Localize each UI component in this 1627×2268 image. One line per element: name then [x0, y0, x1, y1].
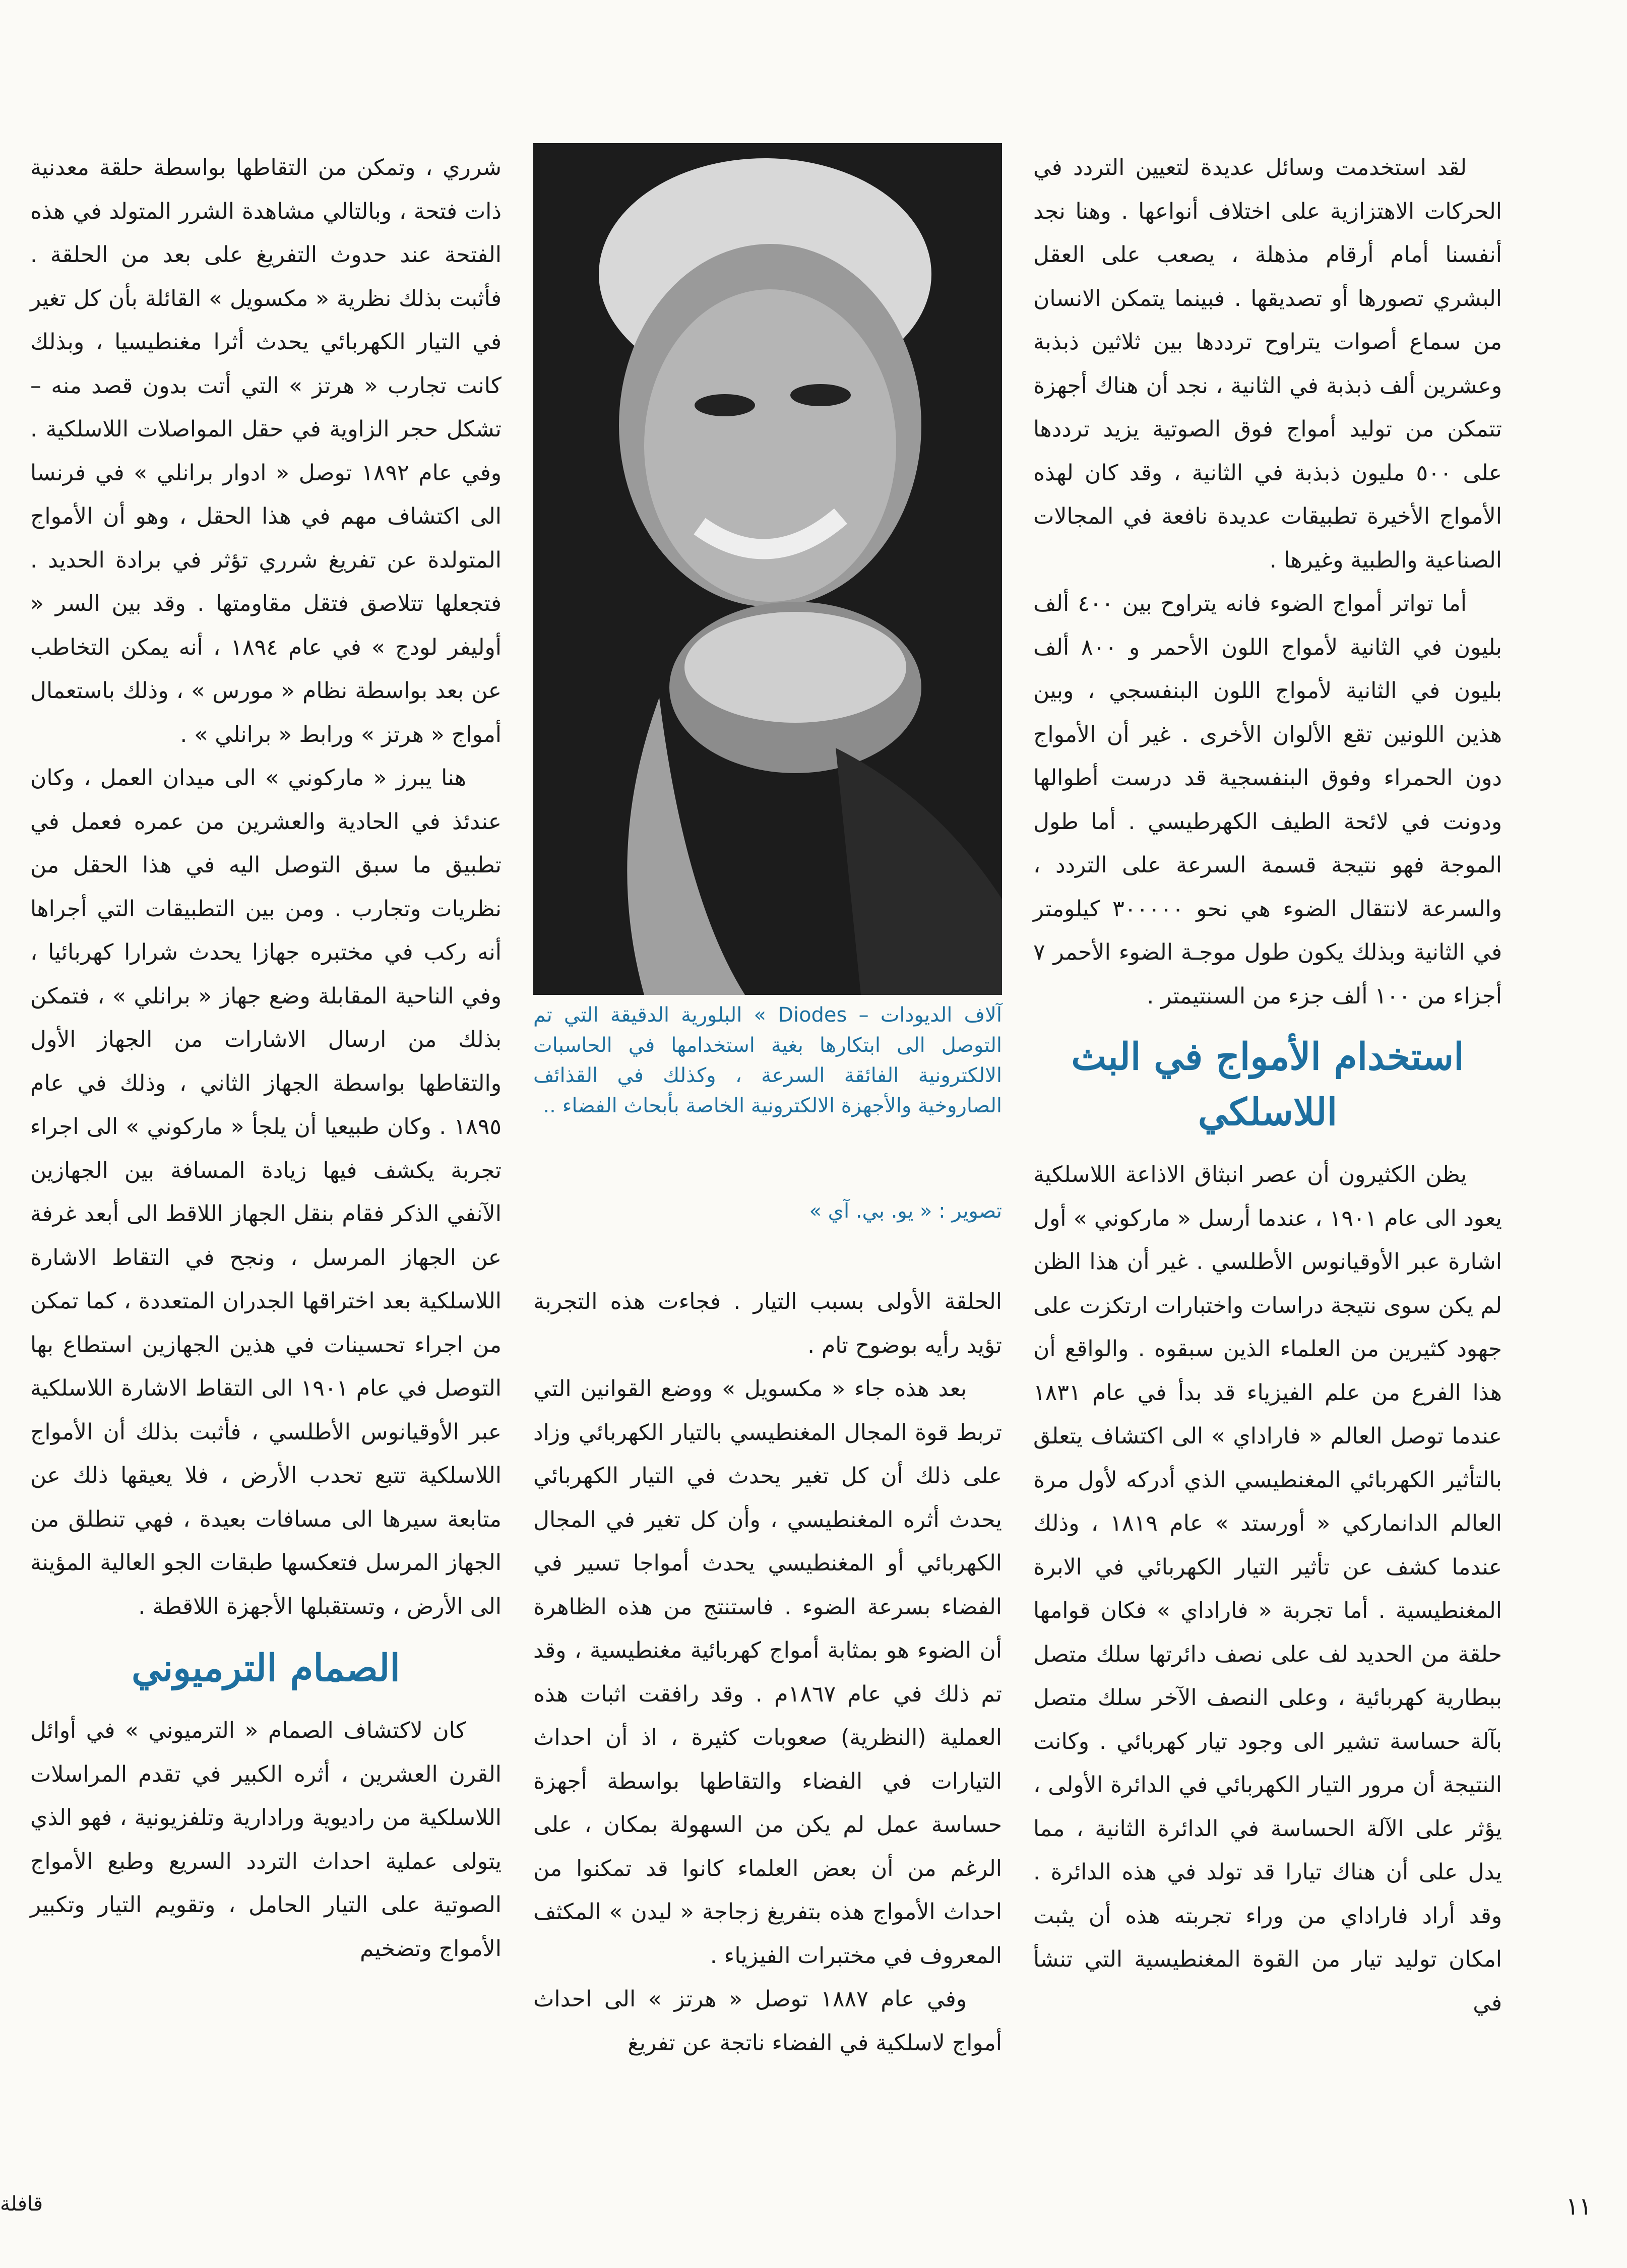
paragraph: بعد هذه جاء « مكسويل » ووضع القوانين التي تربط قوة المجال المغنطيسي بالتيار الكهربائي وزاد على ذلك أن كل تغير يحدث في التيار الكهربائي يحدث أثره المغنطيسي ، وأن كل تغير في المجال الكهربائي أو المغنطيسي يحدث أمواجا تسير في الفضاء بسرعة الضوء . فاستنتج من هذه الظاهرة أن الضوء هو بمثابة أمواج كهربائية مغنطيسية ، وقد تم ذلك في عام ١٨٦٧م . وقد رافقت اثبات هذه العملية (النظرية) صعوبات كثيرة ، اذ أن احداث التيارات في الفضاء والتقاطها بواسطة أجهزة حساسة عمل لم يكن من السهولة بمكان ، على الرغم من أن بعض العلماء كانوا قد تمكنوا من احداث الأمواج هذه بتفريغ زجاجة « ليدن » المكثف المعروف في مختبرات الفيزياء . [533, 1376, 1002, 1969]
paragraph: كان لاكتشاف الصمام « الترميوني » في أوائل القرن العشرين ، أثره الكبير في تقدم المراسلات اللاسلكية من راديوية ورادارية وتلفزيونية ، فهو الذي يتولى عملية احداث التردد السريع وطبع الأمواج الصوتية على التيار الحامل ، وتقويم التيار وتكبير الأمواج وتضخيم [30, 1718, 502, 1962]
photo-credit: تصوير : « يو. بي. آي » [809, 1200, 1002, 1223]
column-middle [533, 1280, 1002, 2065]
paragraph: لقد استخدمت وسائل عديدة لتعيين التردد في الحركات الاهتزازية على اختلاف أنواعها . وهنا نجد أنفسنا أمام أرقام مذهلة ، يصعب على العقل البشري تصورها أو تصديقها . فبينما يتمكن الانسان من سماع أصوات يتراوح ترددها بين ثلاثين ذبذبة وعشرين ألف ذبذبة في الثانية ، نجد أن هناك أجهزة تتمكن من توليد أمواج فوق الصوتية يزيد ترددها على ٥٠٠ مليون ذبذبة في الثانية ، وقد كان لهذه الأمواج الأخيرة تطبيقات عديدة نافعة في المجالات الصناعية والطبية وغيرها . [1033, 155, 1502, 573]
section-heading: الصمام الترميوني [132, 1647, 400, 1690]
paragraph: شرري ، وتمكن من التقاطها بواسطة حلقة معدنية ذات فتحة ، وبالتالي مشاهدة الشرر المتولد في هذه الفتحة عند حدوث التفريغ على بعد من الحلقة . فأثبت بذلك نظرية « مكسويل » القائلة بأن كل تغير في التيار الكهربائي يحدث أثرا مغنطيسيا ، وبذلك كانت تجارب « هرتز » التي أتت بدون قصد منه – تشكل حجر الزاوية في حقل المواصلات اللاسلكية . وفي عام ١٨٩٢ توصل « ادوار برانلي » في فرنسا الى اكتشاف مهم في هذا الحقل ، وهو أن الأمواج المتولدة عن تفريغ شرري تؤثر في برادة الحديد . فتجعلها تتلاصق فتقل مقاومتها . وقد بين السر « أوليفر لودج » في عام ١٨٩٤ ، أنه يمكن التخاطب عن بعد بواسطة نظام « مورس » ، وذلك باستعمال أمواج « هرتز » ورابط « برانلي » . [30, 155, 502, 747]
paragraph: أما تواتر أمواج الضوء فانه يتراوح بين ٤٠٠ ألف بليون في الثانية لأمواج اللون الأحمر و ٨٠٠ ألف بليون في الثانية لأمواج اللون البنفسجي ، وبين هذين اللونين تقع الألوان الأخرى . غير أن الأمواج دون الحمراء وفوق البنفسجية قد درست أطوالها ودونت في لائحة الطيف الكهرطيسي . أما طول الموجة فهو نتيجة قسمة السرعة على التردد ، والسرعة لانتقال الضوء هي نحو ٣٠٠٠٠٠ كيلومتر في الثانية وبذلك يكون طول موجـة الضوء الأحمر ٧ أجزاء من ١٠٠ ألف جزء من السنتيمتر . [1033, 591, 1502, 1009]
paragraph: هنا يبرز « ماركوني » الى ميدان العمل ، وكان عندئذ في الحادية والعشرين من عمره فعمل في تطبيق ما سبق التوصل اليه في هذا الحقل من نظريات وتجارب . ومن بين التطبيقات التي أجراها أنه ركب في مختبره جهازا يحدث شرارا كهربائيا ، وفي الناحية المقابلة وضع جهاز « برانلي » ، فتمكن بذلك من ارسال الاشارات من الجهاز الأول والتقاطها بواسطة الجهاز الثاني ، وذلك في عام ١٨٩٥ . وكان طبيعيا أن يلجأ « ماركوني » الى اجراء تجربة يكشف فيها زيادة المسافة بين الجهازين الآنفي الذكر فقام بنقل الجهاز اللاقط الى أبعد غرفة عن الجهاز المرسل ، ونجح في التقاط الاشارة اللاسلكية بعد اختراقها الجدران المتعددة ، كما تمكن من اجراء تحسينات في هذين الجهازين استطاع بها التوصل في عام ١٩٠١ الى التقاط الاشارة اللاسلكية عبر الأوقيانوس الأطلسي ، فأثبت بذلك أن الأمواج اللاسلكية تتبع تحدب الأرض ، فلا يعيقها ذلك عن متابعة سيرها الى مسافات بعيدة ، فهي تنطلق من الجهاز المرسل فتعكسها طبقات الجو العالية المؤينة الى الأرض ، وتستقبلها الأجهزة اللاقطة . [30, 765, 502, 1619]
paragraph: وفي عام ١٨٨٧ توصل « هرتز » الى احداث أمواج لاسلكية في الفضاء ناتجة عن تفريغ [533, 1986, 1002, 2056]
photo-woman-portrait [533, 143, 1002, 995]
page-number: ١١ [1566, 2192, 1592, 2221]
paragraph: الحلقة الأولى بسبب التيار . فجاءت هذه التجربة تؤيد رأيه بوضوح تام . [533, 1289, 1002, 1358]
photo-caption: آلاف الديودات – Diodes » البلورية الدقيقة التي تم التوصل الى ابتكارها بغية استخدامها في الحاسبات الالكترونية الفائقة السرعة ، وكذلك في القذائف الصاروخية والأجهزة الالكترونية الخاصة بأبحاث الفضاء .. [533, 1003, 1002, 1117]
paragraph: يظن الكثيرون أن عصر انبثاق الاذاعة اللاسلكية يعود الى عام ١٩٠١ ، عندما أرسل « ماركوني » أول اشارة عبر الأوقيانوس الأطلسي . غير أن هذا الظن لم يكن سوى نتيجة دراسات واختبارات ارتكزت على جهود كثيرين من العلماء الذين سبقوه . والواقع أن هذا الفرع من علم الفيزياء قد بدأ في عام ١٨٣١ عندما توصل العالم « فاراداي » الى اكتشاف يتعلق بالتأثير الكهربائي المغنطيسي الذي أدركه لأول مرة العالم الدانماركي « أورستد » عام ١٨١٩ ، وذلك عندما كشف عن تأثير التيار الكهربائي في الابرة المغنطيسية . أما تجربة « فاراداي » فكان قوامها حلقة من الحديد لف على نصف دائرتها سلك متصل ببطارية كهربائية ، وعلى النصف الآخر سلك متصل بآلة حساسة تشير الى وجود تيار كهربائي . وكانت النتيجة أن مرور التيار الكهربائي في الدائرة الأولى ، يؤثر على الآلة الحساسة في الدائرة الثانية ، مما يدل على أن هناك تيارا قد تولد في هذه الدائرة . وقد أراد فاراداي من وراء تجربته هذه أن يثبت امكان توليد تيار من القوة المغنطيسية التي تنشأ في [1033, 1162, 1502, 2016]
portrait-illustration [533, 143, 1002, 995]
column-right [1033, 146, 1502, 2025]
column-left [30, 146, 502, 1971]
magazine-name: قافلة [0, 2192, 43, 2216]
section-heading: استخدام الأمواج في البث اللاسلكي [1071, 1035, 1464, 1134]
